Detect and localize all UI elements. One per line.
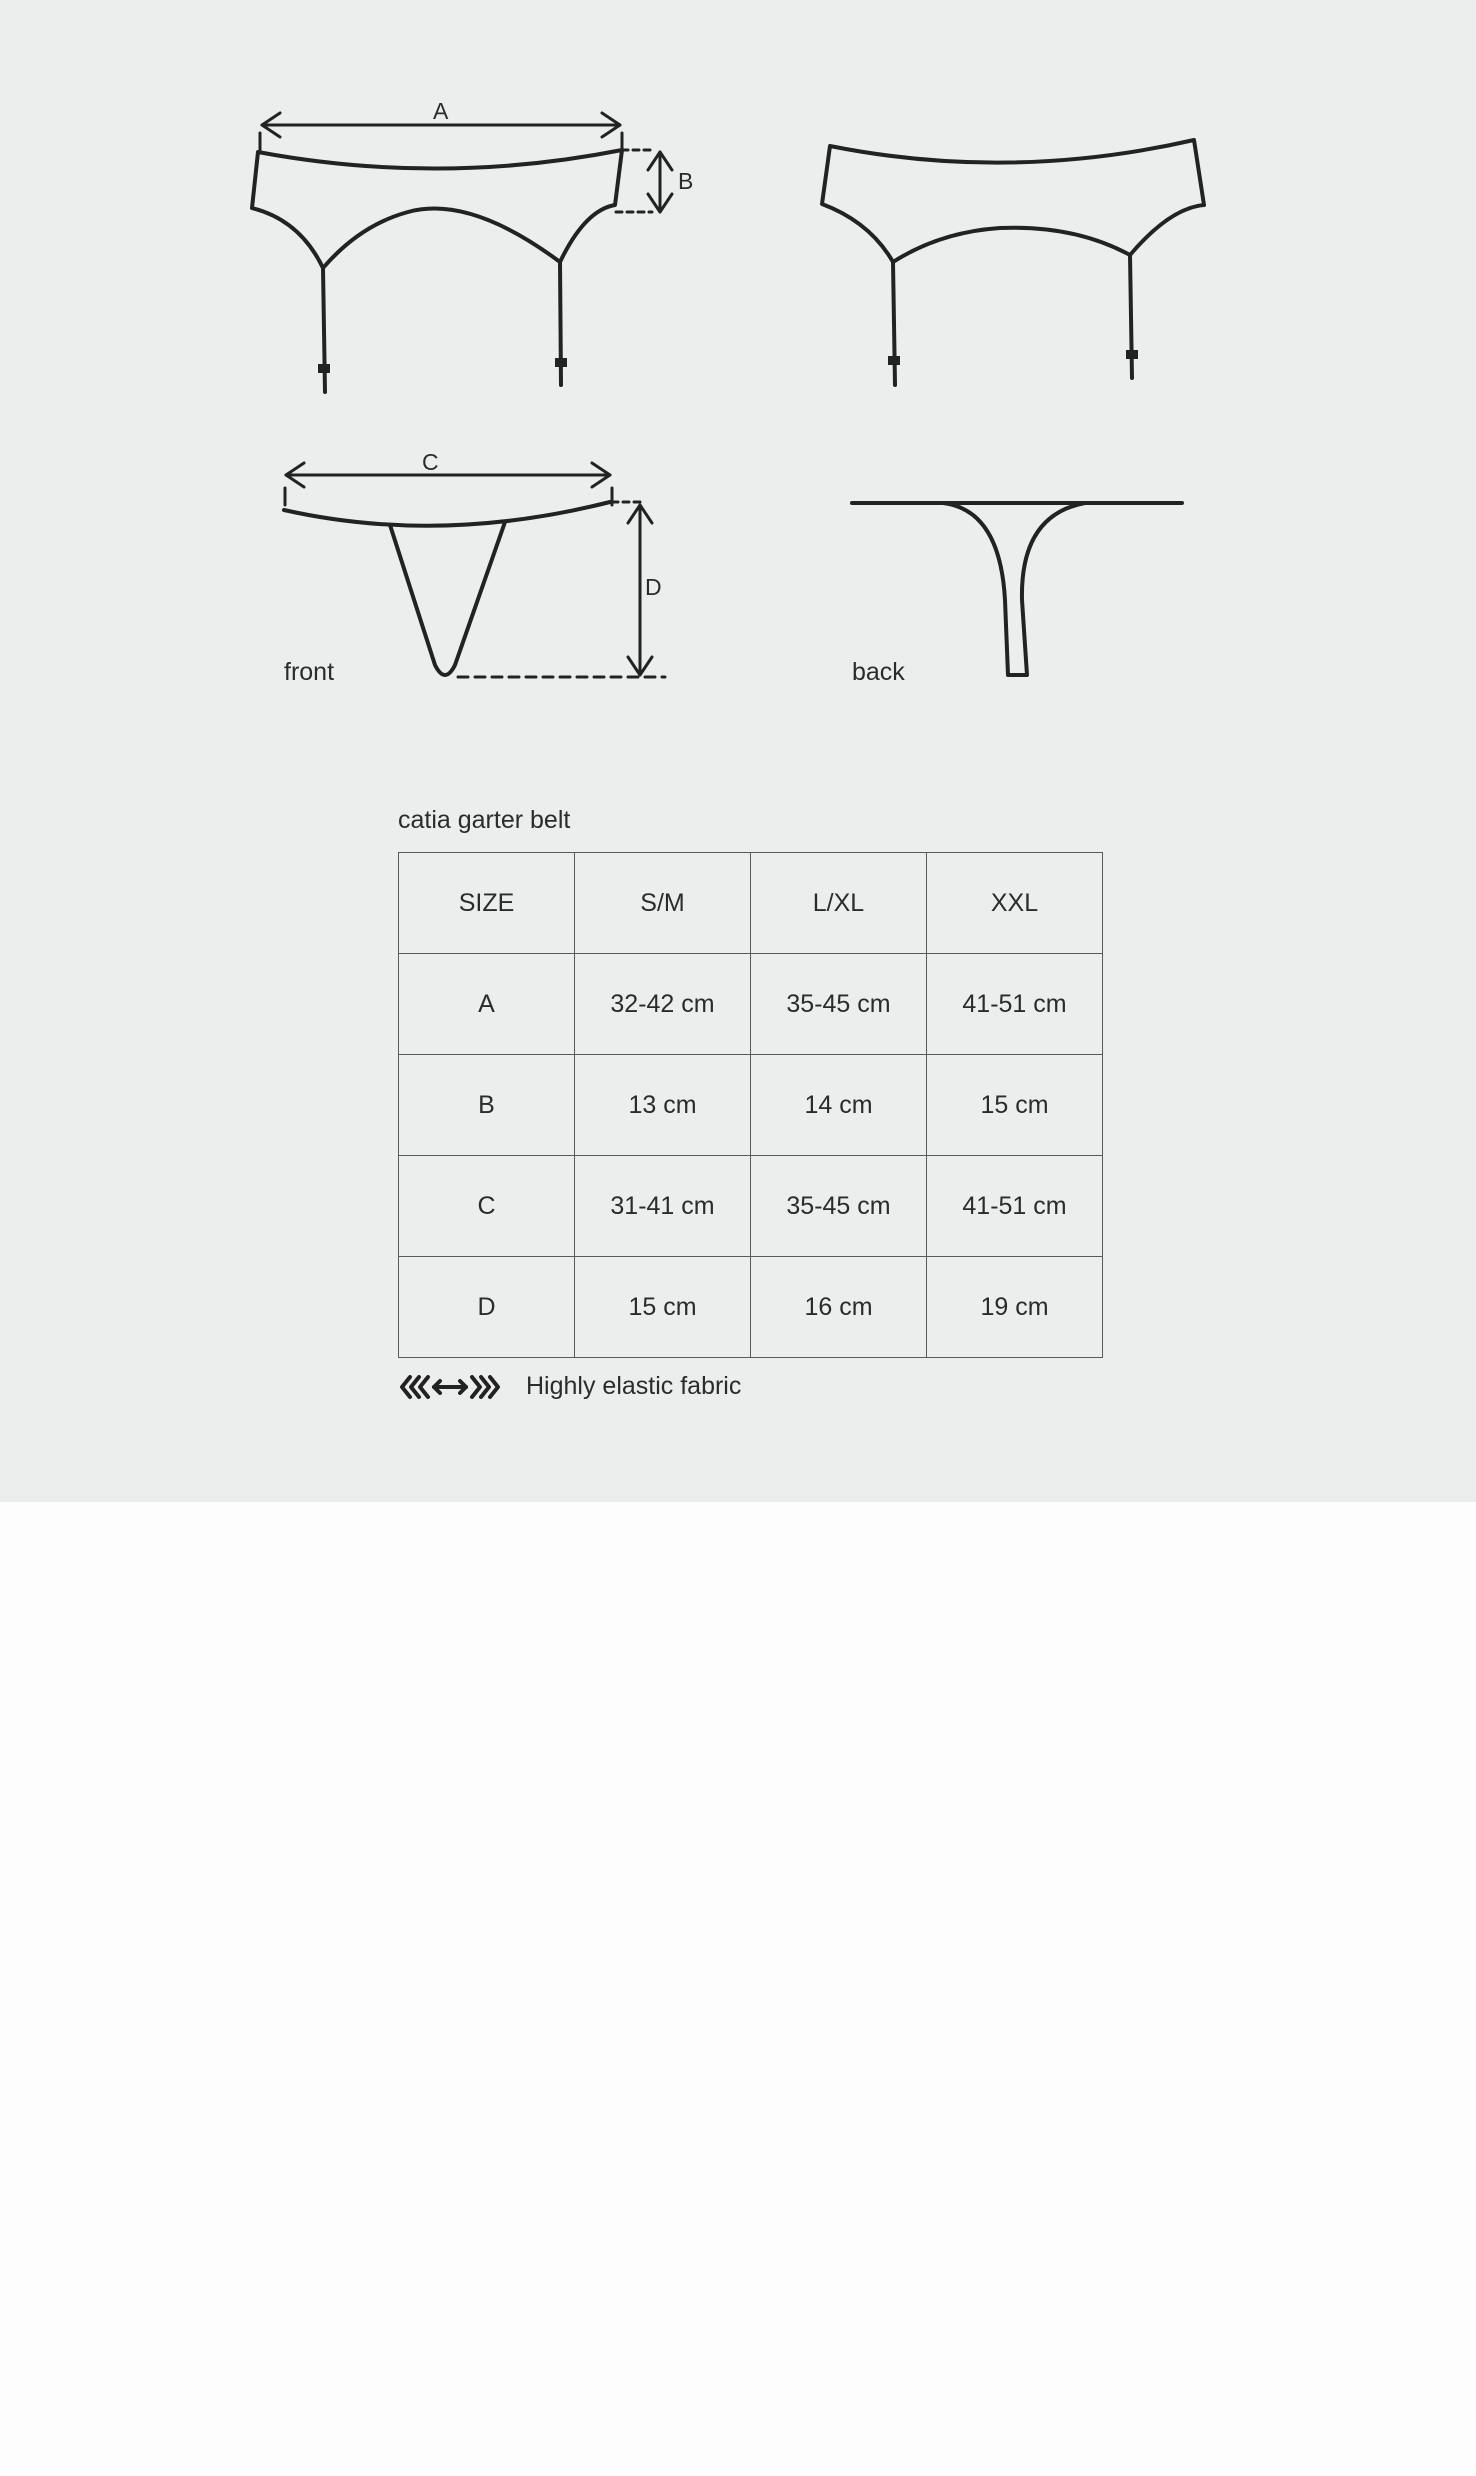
table-cell: 31-41 cm bbox=[575, 1156, 751, 1257]
table-cell: 35-45 cm bbox=[751, 954, 927, 1055]
front-garter-belt-drawing bbox=[252, 150, 622, 392]
row-label-cell: A bbox=[399, 954, 575, 1055]
header-cell: S/M bbox=[575, 853, 751, 954]
dimension-arrows bbox=[260, 113, 672, 677]
garment-drawings bbox=[0, 0, 1476, 760]
back-view-label: back bbox=[852, 658, 905, 686]
table-cell: 19 cm bbox=[927, 1257, 1103, 1358]
dimension-label-d: D bbox=[645, 574, 662, 600]
header-cell: L/XL bbox=[751, 853, 927, 954]
table-row bbox=[399, 954, 1103, 1055]
size-table bbox=[398, 852, 1103, 1358]
header-cell: SIZE bbox=[399, 853, 575, 954]
back-thong-drawing bbox=[852, 503, 1182, 675]
table-cell: 35-45 cm bbox=[751, 1156, 927, 1257]
table-row bbox=[399, 1257, 1103, 1358]
dimension-label-b: B bbox=[678, 168, 694, 194]
table-title: catia garter belt bbox=[398, 806, 571, 834]
table-cell: 15 cm bbox=[575, 1257, 751, 1358]
garment-diagrams bbox=[0, 0, 1476, 760]
table-header-row bbox=[399, 853, 1103, 954]
dimension-label-c: C bbox=[422, 449, 439, 475]
table-cell: 15 cm bbox=[927, 1055, 1103, 1156]
front-thong-drawing bbox=[284, 502, 610, 675]
table-cell: 14 cm bbox=[751, 1055, 927, 1156]
table-row bbox=[399, 1055, 1103, 1156]
table-cell: 13 cm bbox=[575, 1055, 751, 1156]
front-view-label: front bbox=[284, 658, 335, 686]
row-label-cell: C bbox=[399, 1156, 575, 1257]
table-row bbox=[399, 1156, 1103, 1257]
back-garter-belt-drawing bbox=[822, 140, 1204, 385]
legend bbox=[398, 1372, 741, 1401]
row-label-cell: B bbox=[399, 1055, 575, 1156]
table-cell: 16 cm bbox=[751, 1257, 927, 1358]
header-cell: XXL bbox=[927, 853, 1103, 954]
table-cell: 41-51 cm bbox=[927, 1156, 1103, 1257]
row-label-cell: D bbox=[399, 1257, 575, 1358]
table-cell: 41-51 cm bbox=[927, 954, 1103, 1055]
table-cell: 32-42 cm bbox=[575, 954, 751, 1055]
dimension-label-a: A bbox=[433, 98, 449, 124]
elastic-stretch-icon bbox=[398, 1373, 502, 1401]
legend-label: Highly elastic fabric bbox=[526, 1372, 742, 1400]
